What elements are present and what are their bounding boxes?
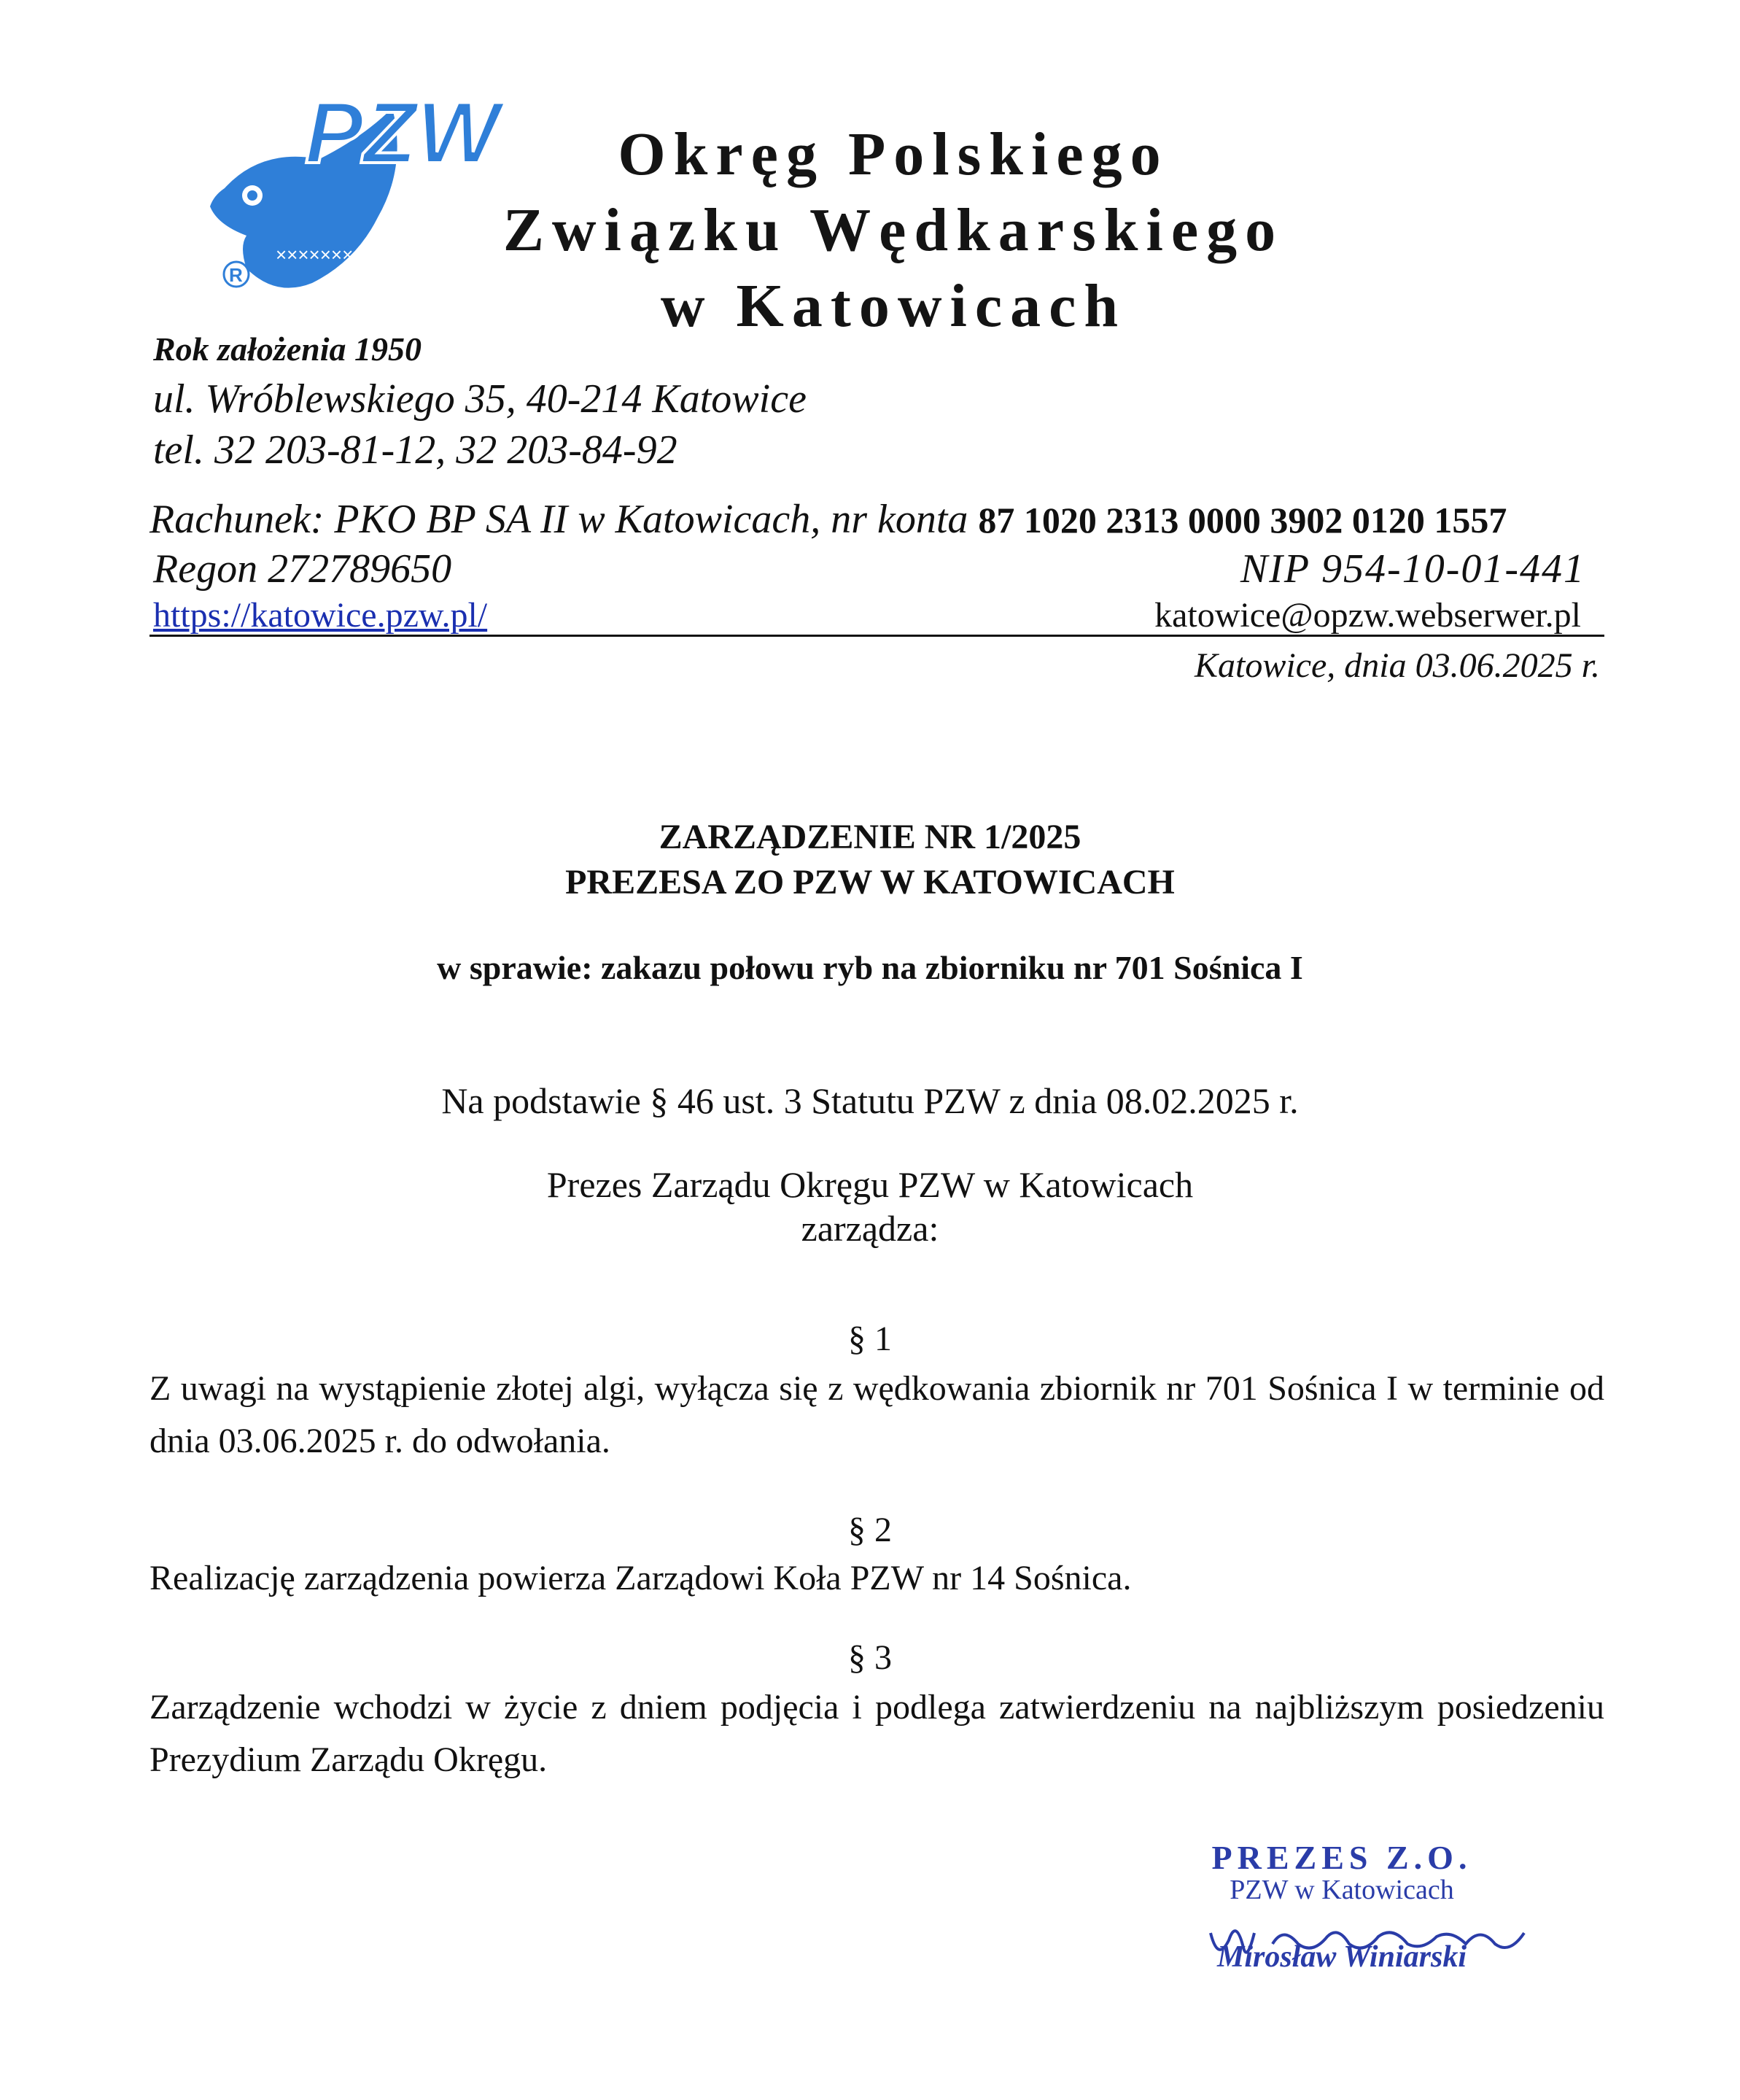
section-3-label: § 3 bbox=[848, 1638, 892, 1677]
section-3-text: Zarządzenie wchodzi w życie z dniem podjęcia i podlega zatwierdzeniu na najbliższym posiedzeniu Prezydium Zarządu Okręgu. bbox=[149, 1688, 1604, 1779]
section-2-text: Realizację zarządzenia powierza Zarządowi Koła PZW nr 14 Sośnica. bbox=[149, 1559, 1132, 1597]
stamp-name: Mirosław Winiarski bbox=[1217, 1940, 1467, 1974]
org-name-line-2: Związku Wędkarskiego bbox=[502, 196, 1284, 264]
email-address: katowice@opzw.webserwer.pl bbox=[1154, 596, 1581, 635]
decrees-word: zarządza: bbox=[801, 1208, 939, 1249]
issuer: Prezes Zarządu Okręgu PZW w Katowicach bbox=[546, 1164, 1194, 1205]
stamp-title: PREZES Z.O. bbox=[1211, 1839, 1472, 1876]
legal-basis: Na podstawie § 46 ust. 3 Statutu PZW z dnia 08.02.2025 r. bbox=[441, 1080, 1299, 1121]
document-date: Katowice, dnia 03.06.2025 r. bbox=[1194, 646, 1600, 685]
bank-label: Rachunek: PKO BP SA II w Katowicach, nr konta bbox=[149, 497, 968, 542]
founded-year: Rok założenia 1950 bbox=[153, 330, 422, 368]
pzw-logo bbox=[195, 79, 500, 298]
svg-text:R: R bbox=[229, 264, 243, 286]
bank-account-row bbox=[149, 496, 1608, 543]
regon-number: Regon 272789650 bbox=[153, 546, 452, 592]
org-name-line-1: Okręg Polskiego bbox=[618, 120, 1169, 188]
organization-name bbox=[408, 117, 1378, 344]
section-2-label: § 2 bbox=[848, 1511, 892, 1549]
website-link[interactable]: https://katowice.pzw.pl/ bbox=[153, 596, 488, 635]
stamp-organization: PZW w Katowicach bbox=[1230, 1875, 1454, 1905]
document-title-line-1: ZARZĄDZENIE NR 1/2025 bbox=[659, 818, 1081, 856]
bank-account-number: 87 1020 2313 0000 3902 0120 1557 bbox=[978, 500, 1507, 541]
svg-text:×××××××: ××××××× bbox=[276, 244, 354, 266]
handwritten-signature bbox=[1203, 1904, 1539, 1969]
document-subject: w sprawie: zakazu połowu ryb na zbiorniku nr 701 Sośnica I bbox=[437, 949, 1303, 986]
section-1-label: § 1 bbox=[848, 1320, 892, 1358]
phone-numbers: tel. 32 203-81-12, 32 203-84-92 bbox=[153, 427, 677, 473]
address: ul. Wróblewskiego 35, 40-214 Katowice bbox=[153, 376, 807, 422]
logo-text: PZW bbox=[305, 84, 500, 182]
org-name-line-3: w Katowicach bbox=[660, 272, 1127, 340]
section-1-text: Z uwagi na wystąpienie złotej algi, wyłącza się z wędkowania zbiornik nr 701 Sośnica I w terminie od dnia 03.06.2025 r. do odwołania. bbox=[149, 1369, 1604, 1460]
header-divider bbox=[149, 635, 1604, 637]
nip-number: NIP 954-10-01-441 bbox=[1240, 546, 1585, 592]
document-title-line-2: PREZESA ZO PZW W KATOWICACH bbox=[565, 863, 1175, 902]
